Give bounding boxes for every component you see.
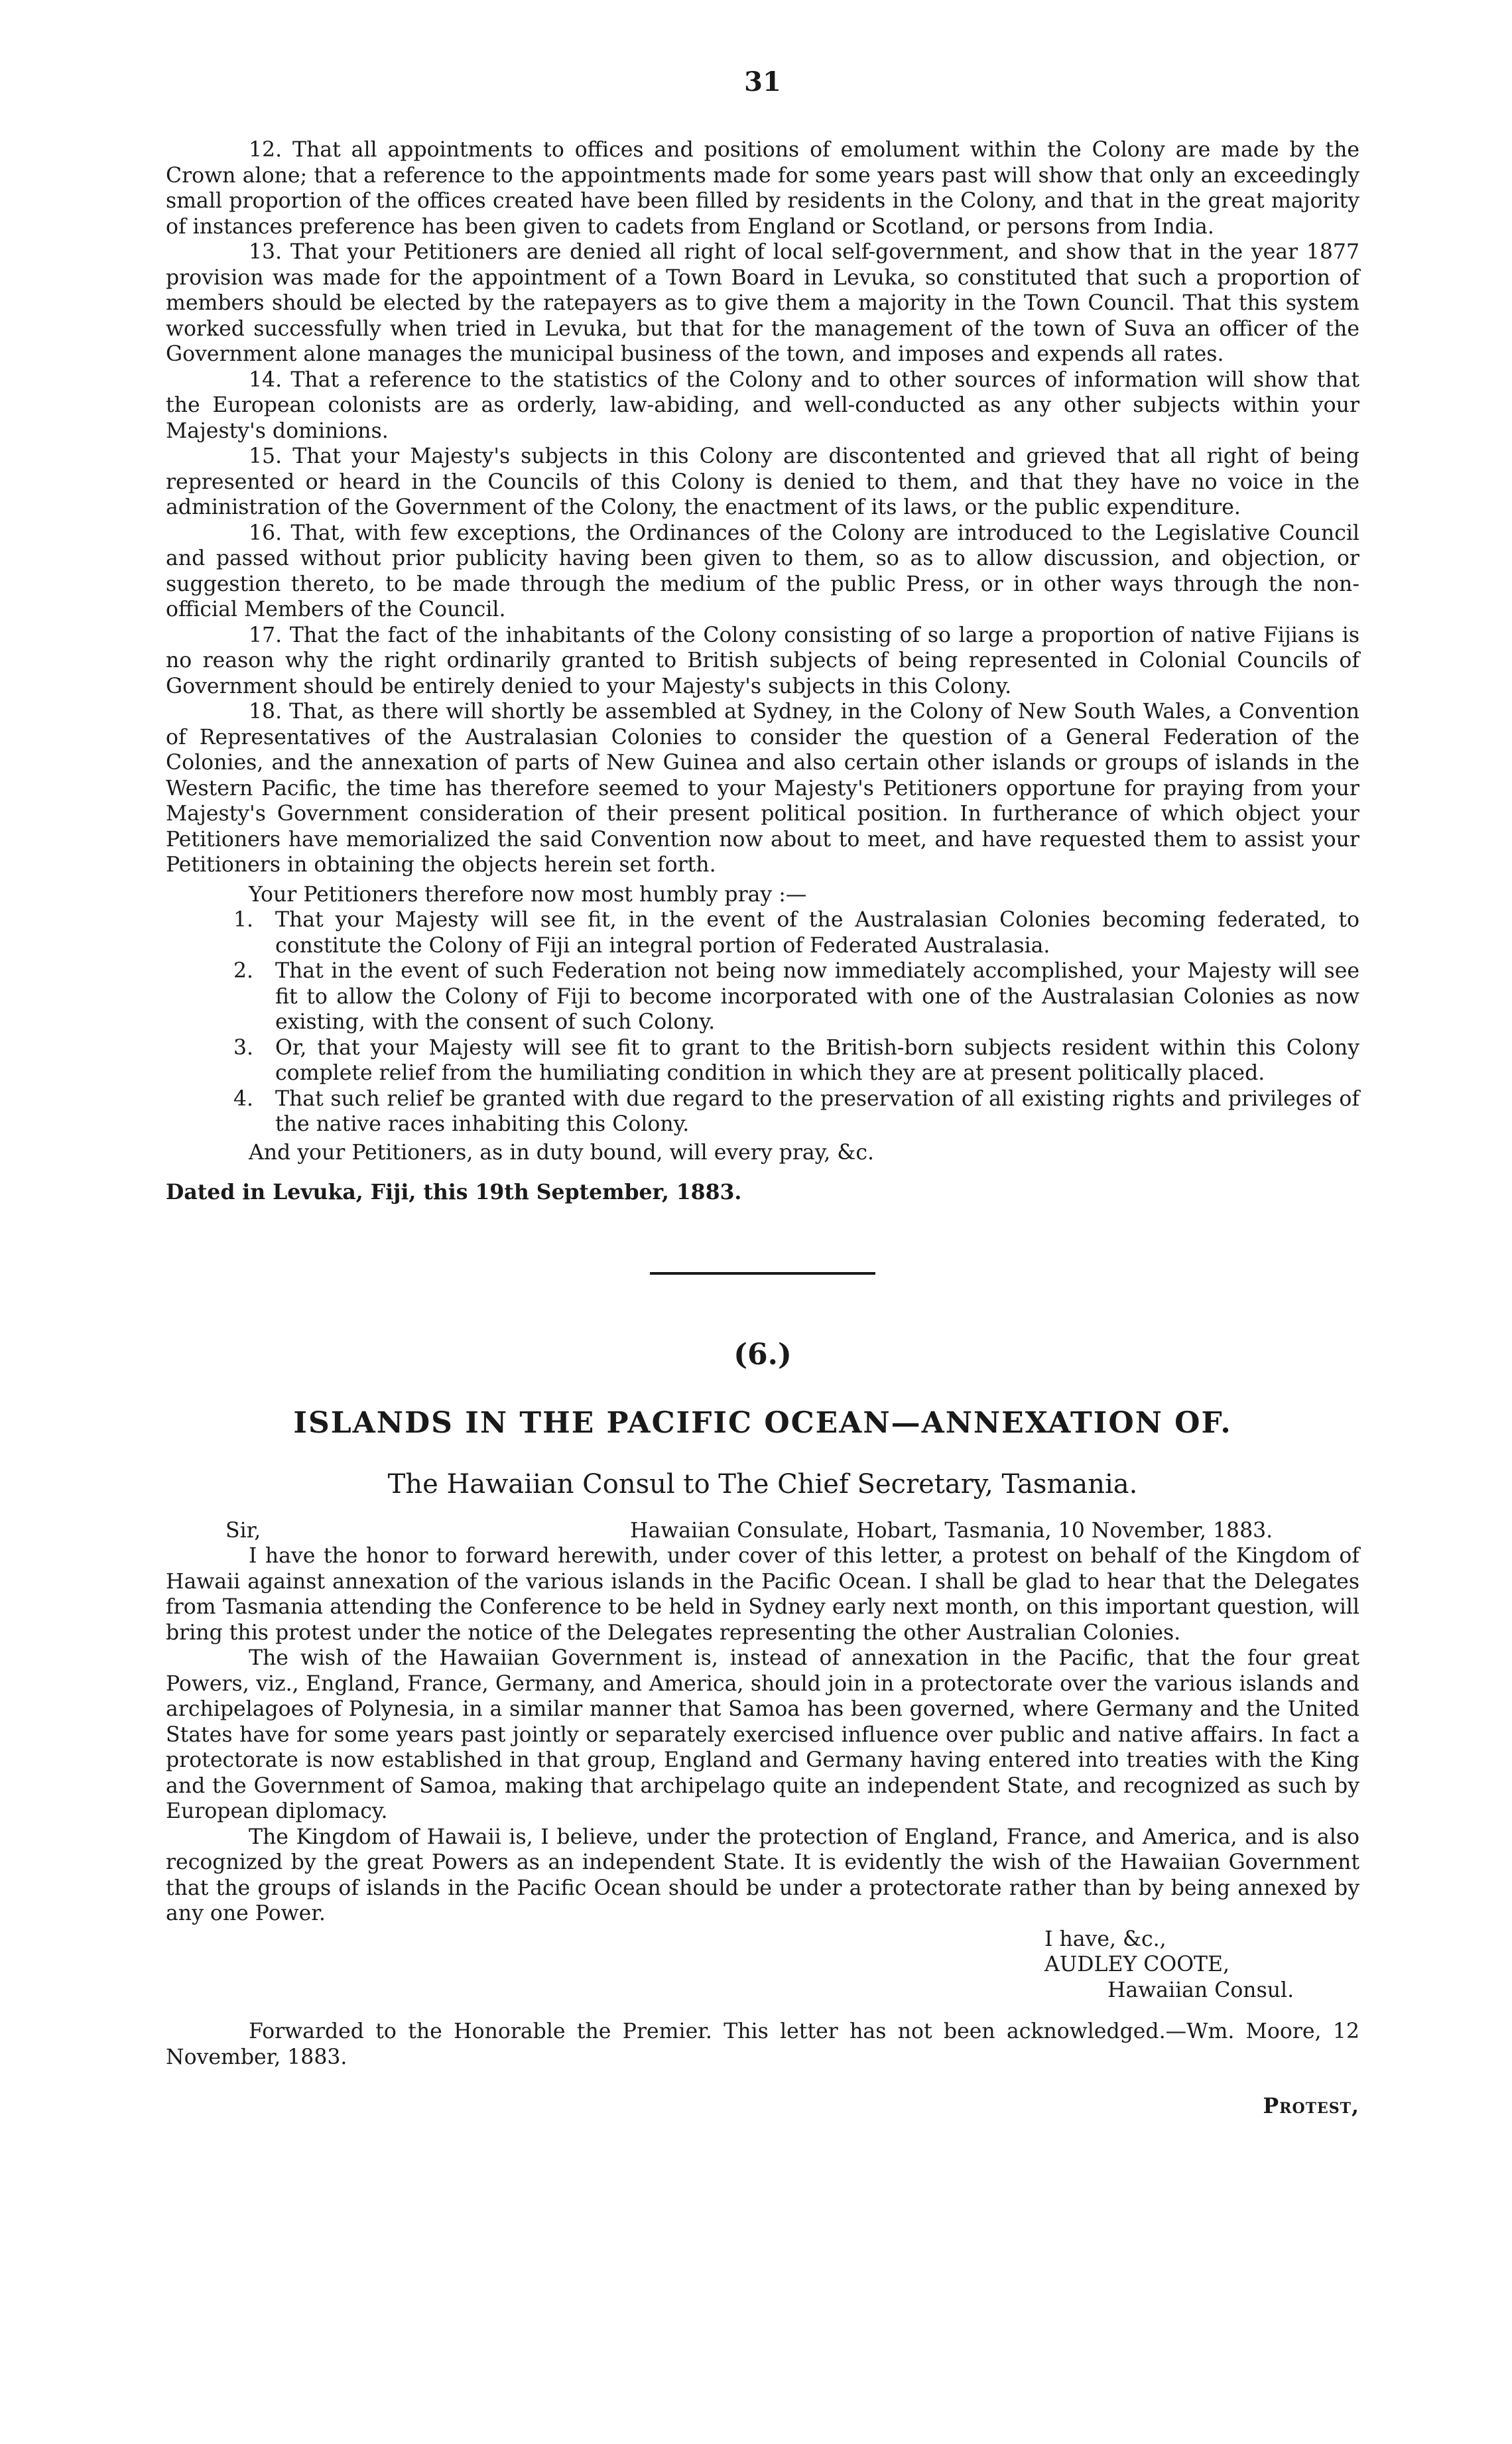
prayer-item-1	[166, 907, 1359, 958]
petition-paragraph-16: 16. That, with few exceptions, the Ordinances of the Colony are introduced to the Legislative Council and passed without prior publicity having been given to them, so as to allow discussion, and objection, or suggestion thereto, to be made through the medium of the public Press, or in other ways through the non-official Members of the Council.	[166, 521, 1359, 621]
prayer-text: Or, that your Majesty will see fit to grant to the British-born subjects resident within this Colony complete relief from the humiliating condition in which they are at present politically placed.	[275, 1035, 1359, 1085]
petition-paragraph-18: 18. That, as there will shortly be assembled at Sydney, in the Colony of New South Wales, a Convention of Representatives of the Australasian Colonies to consider the question of a General Federation of the Colonies, and the annexation of parts of New Guinea and also certain other islands or groups of islands in the Western Pacific, the time has therefore seemed to your Majesty's Petitioners opportune for praying from your Majesty's Government consideration of their present political position. In furtherance of which object your Petitioners have memorialized the said Convention now about to meet, and have requested them to assist your Petitioners in obtaining the objects herein set forth.	[166, 700, 1359, 877]
section-subtitle: The Hawaiian Consul to The Chief Secretary, Tasmania.	[387, 1468, 1138, 1500]
prayer-number: 4.	[233, 1086, 254, 1111]
prayer-number: 3.	[233, 1035, 254, 1060]
page-number: 31	[744, 66, 781, 97]
petition-closing: And your Petitioners, as in duty bound, will every pray, &c.	[249, 1140, 874, 1165]
section-divider	[650, 1272, 875, 1275]
section-number: (6.)	[733, 1337, 792, 1372]
petition-dated-line: Dated in Levuka, Fiji, this 19th September, 1883.	[166, 1180, 742, 1204]
catchword: Protest,	[1263, 2094, 1359, 2118]
letter-salutation: Sir,	[225, 1518, 261, 1543]
letter-address: Hawaiian Consulate, Hobart, Tasmania, 10 November, 1883.	[630, 1518, 1273, 1543]
prayer-text: That such relief be granted with due regard to the preservation of all existing rights and privileges of the native races inhabiting this Colony.	[275, 1086, 1359, 1136]
petition-paragraph-15: 15. That your Majesty's subjects in this Colony are discontented and grieved that all right of being represented or heard in the Councils of this Colony is denied to them, and that they have no voice in the administration of the Government of the Colony, the enactment of its laws, or the public expenditure.	[166, 444, 1359, 519]
signature-title: Hawaiian Consul.	[1107, 1978, 1294, 2002]
letter-signoff: I have, &c.,	[1044, 1927, 1166, 1951]
document-page	[166, 66, 1359, 2118]
prayer-item-3	[166, 1035, 1359, 1086]
prayer-item-4	[166, 1086, 1359, 1137]
letter-paragraph-2: The wish of the Hawaiian Government is, instead of annexation in the Pacific, that the four great Powers, viz., England, France, Germany, and America, should join in a protectorate over the various islands and archipelagoes of Polynesia, in a similar manner that Samoa has been governed, where Germany and the United States have for some years past jointly or separately exercised influence over public and native affairs. In fact a protectorate is now established in that group, England and Germany having entered into treaties with the King and the Government of Samoa, making that archipelago quite an independent State, and recognized as such by European diplomacy.	[166, 1646, 1359, 1823]
petition-paragraph-17: 17. That the fact of the inhabitants of the Colony consisting of so large a proportion of native Fijians is no reason why the right ordinarily granted to British subjects of being represented in Colonial Councils of Government should be entirely denied to your Majesty's subjects in this Colony.	[166, 623, 1359, 698]
letter-paragraph-3: The Kingdom of Hawaii is, I believe, under the protection of England, France, and America, and is also recognized by the great Powers as an independent State. It is evidently the wish of the Hawaiian Government that the groups of islands in the Pacific Ocean should be under a protectorate rather than by being annexed by any one Power.	[166, 1825, 1359, 1925]
prayer-number: 1.	[233, 908, 254, 932]
petition-paragraph-12: 12. That all appointments to offices and positions of emolument within the Colony are made by the Crown alone; that a reference to the appointments made for some years past will show that only an exceedingly small proportion of the offices created have been filled by residents in the Colony, and that in the great majority of instances preference has been given to cadets from England or Scotland, or persons from India.	[166, 138, 1359, 239]
pray-intro: Your Petitioners therefore now most humbly pray :—	[249, 882, 807, 907]
petition-paragraph-13: 13. That your Petitioners are denied all right of local self-government, and show that in the year 1877 provision was made for the appointment of a Town Board in Levuka, so constituted that such a proportion of members should be elected by the ratepayers as to give them a majority in the Town Council. That this system worked successfully when tried in Levuka, but that for the management of the town of Suva an officer of the Government alone manages the municipal business of the town, and imposes and expends all rates.	[166, 240, 1359, 366]
prayer-number: 2.	[233, 959, 254, 983]
letter-header	[166, 1518, 1359, 1544]
forwarded-note: Forwarded to the Honorable the Premier. This letter has not been acknowledged.—Wm. Moore, 12 November, 1883.	[166, 2020, 1359, 2069]
signature-name: AUDLEY COOTE,	[1044, 1953, 1230, 1976]
section-title: ISLANDS IN THE PACIFIC OCEAN—ANNEXATION OF.	[293, 1405, 1232, 1440]
letter-paragraph-1: I have the honor to forward herewith, under cover of this letter, a protest on behalf of the Kingdom of Hawaii against annexation of the various islands in the Pacific Ocean. I shall be glad to hear that the Delegates from Tasmania attending the Conference to be held in Sydney early next month, on this important question, will bring this protest under the notice of the Delegates representing the other Australian Colonies.	[166, 1544, 1359, 1645]
prayer-text: That your Majesty will see fit, in the event of the Australasian Colonies becoming federated, to constitute the Colony of Fiji an integral portion of Federated Australasia.	[275, 908, 1359, 958]
prayer-text: That in the event of such Federation not being now immediately accomplished, your Majesty will see fit to allow the Colony of Fiji to become incorporated with one of the Australasian Colonies as now existing, with the consent of such Colony.	[275, 959, 1359, 1034]
prayer-item-2	[166, 958, 1359, 1035]
petition-paragraph-14: 14. That a reference to the statistics of the Colony and to other sources of information will show that the European colonists are as orderly, law-abiding, and well-conducted as any other subjects within your Majesty's dominions.	[166, 367, 1359, 443]
